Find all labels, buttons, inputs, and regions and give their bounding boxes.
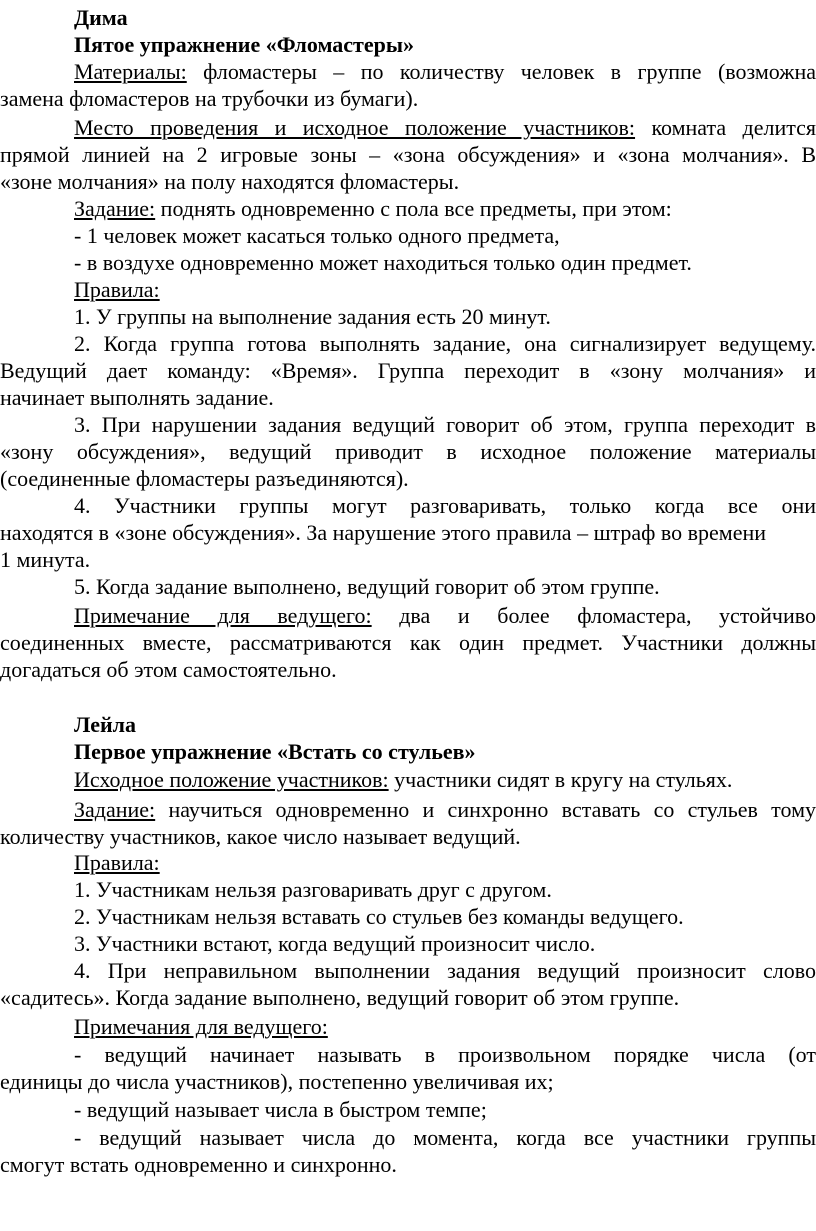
task-label: Задание: bbox=[74, 797, 156, 822]
rule-item: 1. У группы на выполнение задания есть 20 минут. bbox=[74, 304, 551, 329]
rule-item: 4. Участники группы могут разговаривать, только когда все они bbox=[74, 493, 816, 518]
task-paragraph bbox=[74, 796, 816, 823]
text-line: прямой линией на 2 игровые зоны – «зона обсуждения» и «зона молчания». В bbox=[0, 142, 816, 167]
text-line: «садитесь». Когда задание выполнено, ведущий говорит об этом группе. bbox=[0, 985, 680, 1010]
rules-heading bbox=[74, 849, 816, 876]
rule-item: 3. При нарушении задания ведущий говорит об этом, группа переходит в bbox=[74, 412, 816, 437]
text-line: «зоне молчания» на полу находятся фломастеры. bbox=[0, 169, 460, 194]
notes-heading bbox=[74, 1013, 816, 1040]
rules-heading bbox=[74, 276, 816, 303]
rule-item: 1. Участникам нельзя разговаривать друг с другом. bbox=[74, 877, 552, 902]
text-line: догадаться об этом самостоятельно. bbox=[0, 657, 337, 682]
text-line: Ведущий дает команду: «Время». Группа переходит в «зону молчания» и bbox=[0, 358, 816, 383]
text-line: 1 минута. bbox=[0, 547, 91, 572]
text-line: находятся в «зоне обсуждения». За нарушение этого правила – штраф во времени bbox=[0, 520, 767, 545]
exercise-title: Пятое упражнение «Фломастеры» bbox=[74, 32, 415, 57]
position-label: Исходное положение участников: bbox=[74, 767, 389, 792]
note-paragraph bbox=[74, 602, 816, 629]
notes-label: Примечания для ведущего: bbox=[74, 1014, 328, 1039]
text-line: соединенных вместе, рассматриваются как один предмет. Участники должны bbox=[0, 630, 816, 655]
position-paragraph bbox=[74, 766, 816, 793]
rule-item: 5. Когда задание выполнено, ведущий говорит об этом группе. bbox=[74, 574, 660, 599]
text-line: количеству участников, какое число называет ведущий. bbox=[0, 824, 521, 849]
place-text: комната делится bbox=[635, 115, 816, 140]
task-paragraph bbox=[74, 195, 816, 222]
section-author: Лейла bbox=[74, 712, 137, 737]
task-text: научиться одновременно и синхронно вставать со стульев тому bbox=[155, 797, 816, 822]
place-paragraph bbox=[74, 114, 816, 141]
exercise-title: Первое упражнение «Встать со стульев» bbox=[74, 739, 476, 764]
materials-text: фломастеры – по количеству человек в группе (возможна bbox=[186, 59, 816, 84]
text-line: смогут встать одновременно и синхронно. bbox=[0, 1152, 397, 1177]
note-item: - ведущий называет числа до момента, когда все участники группы bbox=[74, 1125, 816, 1150]
text-line: «зону обсуждения», ведущий приводит в исходное положение материалы bbox=[0, 439, 816, 464]
rules-label: Правила: bbox=[74, 277, 160, 302]
task-label: Задание: bbox=[74, 196, 156, 221]
note-label: Примечание для ведущего: bbox=[74, 603, 372, 628]
task-text: поднять одновременно с пола все предметы, при этом: bbox=[155, 196, 672, 221]
section-author: Дима bbox=[74, 5, 128, 30]
list-item: - 1 человек может касаться только одного предмета, bbox=[74, 223, 560, 248]
list-item: - в воздухе одновременно может находиться только один предмет. bbox=[74, 250, 692, 275]
text-line: единицы до числа участников), постепенно увеличивая их; bbox=[0, 1069, 554, 1094]
materials-label: Материалы: bbox=[74, 59, 187, 84]
text-line: (соединенные фломастеры разъединяются). bbox=[0, 466, 409, 491]
note-item: - ведущий начинает называть в произвольном порядке числа (от bbox=[74, 1042, 816, 1067]
position-text: участники сидят в кругу на стульях. bbox=[388, 767, 733, 792]
rule-item: 4. При неправильном выполнении задания ведущий произносит слово bbox=[74, 958, 816, 983]
text-line: замена фломастеров на трубочки из бумаги). bbox=[0, 86, 419, 111]
note-text: два и более фломастера, устойчиво bbox=[371, 603, 816, 628]
place-label: Место проведения и исходное положение участников: bbox=[74, 115, 636, 140]
rules-label: Правила: bbox=[74, 850, 160, 875]
rule-item: 2. Участникам нельзя вставать со стульев без команды ведущего. bbox=[74, 904, 684, 929]
text-line: начинает выполнять задание. bbox=[0, 385, 274, 410]
note-item: - ведущий называет числа в быстром темпе; bbox=[74, 1097, 487, 1122]
materials-paragraph bbox=[74, 58, 816, 85]
rule-item: 2. Когда группа готова выполнять задание, она сигнализирует ведущему. bbox=[74, 331, 816, 356]
rule-item: 3. Участники встают, когда ведущий произносит число. bbox=[74, 931, 596, 956]
